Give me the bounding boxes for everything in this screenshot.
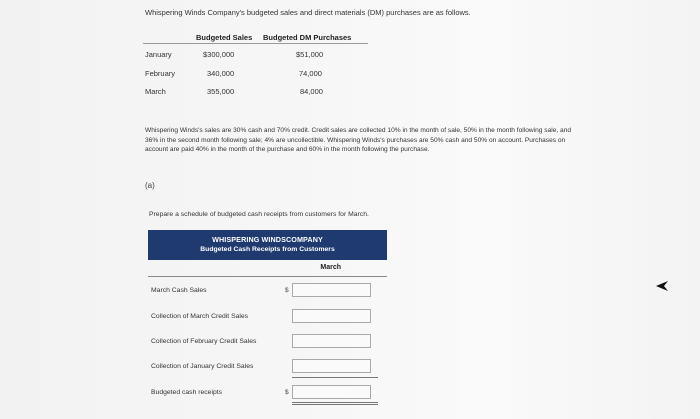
total-double-rule	[292, 404, 378, 405]
schedule-title: Budgeted Cash Receipts from Customers	[200, 246, 335, 253]
march-cash-sales-input[interactable]	[292, 283, 371, 297]
row-month-march: March	[145, 87, 166, 96]
budgeted-cash-receipts-input[interactable]	[292, 385, 371, 399]
schedule-column-header	[148, 260, 387, 277]
table-header-rule	[143, 43, 368, 44]
sales-february: 340,000	[207, 69, 235, 78]
header-budgeted-sales: Budgeted Sales	[196, 33, 253, 42]
label-collection-march-credit: Collection of March Credit Sales	[151, 313, 249, 320]
sales-march: 355,000	[207, 87, 235, 96]
purchases-january: $51,000	[296, 50, 324, 59]
dollar-sign: $	[285, 389, 289, 396]
collection-march-credit-input[interactable]	[292, 309, 371, 323]
label-collection-january-credit: Collection of January Credit Sales	[151, 363, 254, 370]
collection-january-credit-input[interactable]	[292, 359, 371, 373]
schedule-company: WHISPERING WINDSCOMPANY	[212, 235, 323, 244]
label-march-cash-sales: March Cash Sales	[151, 287, 207, 294]
mouse-cursor-icon	[656, 281, 668, 291]
column-march: March	[320, 264, 341, 271]
schedule-banner	[148, 230, 387, 260]
instruction-text: Prepare a schedule of budgeted cash receipts from customers for March.	[149, 211, 369, 218]
label-budgeted-cash-receipts: Budgeted cash receipts	[151, 389, 223, 396]
header-budgeted-dm-purchases: Budgeted DM Purchases	[263, 33, 352, 42]
problem-paragraph: Whispering Winds's sales are 30% cash and 70% credit. Credit sales are collected 10% in the month of sale, 50% in the month following sale, and 36% in the second month following sale; 4% are uncollectible. Whispering Winds's purchases are 50% cash and 50% on account. Purchases on account are paid 40% in the month of the purchase and 60% in the month following the purchase.	[145, 127, 572, 153]
purchases-february: 74,000	[299, 69, 322, 78]
collection-february-credit-input[interactable]	[292, 334, 371, 348]
intro-text: Whispering Winds Company's budgeted sales and direct materials (DM) purchases are as follows.	[145, 8, 471, 17]
label-collection-february-credit: Collection of February Credit Sales	[151, 338, 257, 345]
total-double-rule	[292, 402, 378, 403]
sales-january: $300,000	[203, 50, 235, 59]
part-label: (a)	[145, 181, 155, 190]
dollar-sign: $	[285, 287, 289, 294]
row-month-january: January	[145, 50, 172, 59]
row-month-february: February	[145, 69, 176, 78]
subtotal-rule	[292, 377, 378, 378]
purchases-march: 84,000	[300, 87, 323, 96]
